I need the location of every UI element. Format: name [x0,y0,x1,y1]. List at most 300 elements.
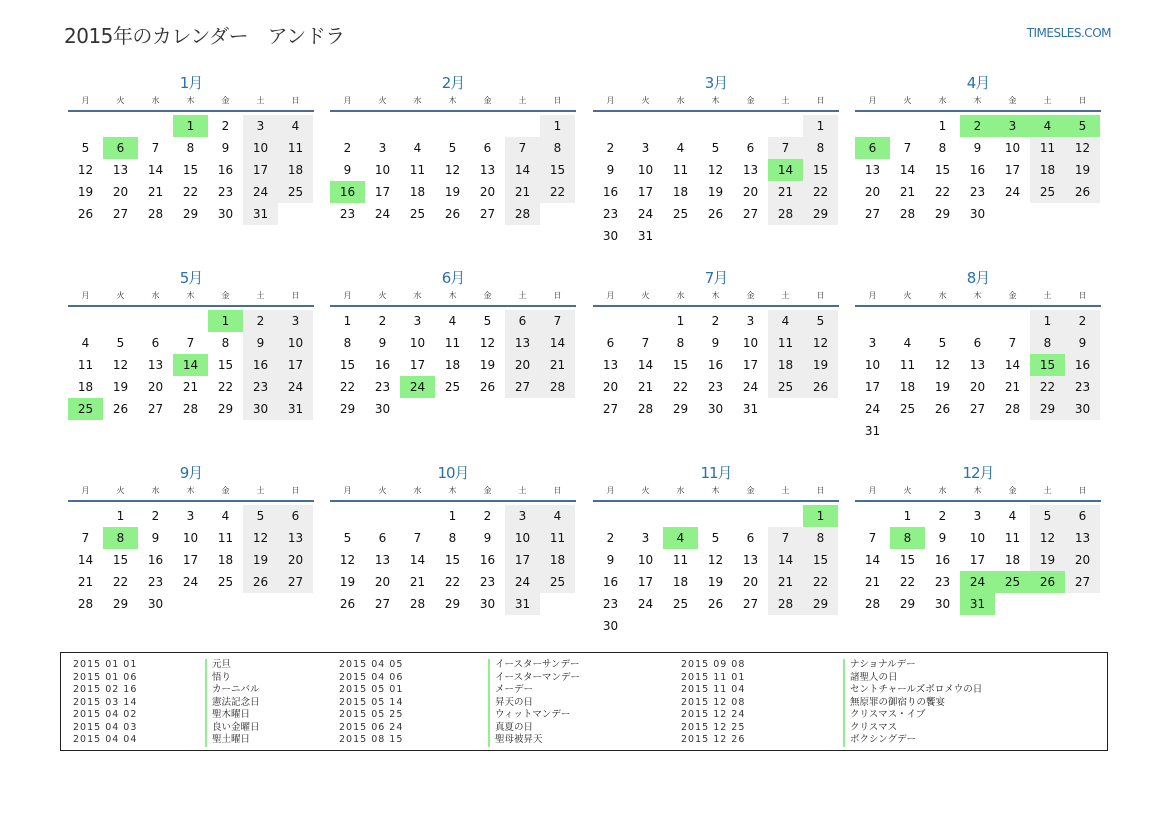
day-cell: 6 [483,141,492,155]
day-cell: 13 [864,163,881,177]
day-cell: 26 [707,207,724,221]
weekday-label: 月 [606,291,615,300]
day-cell: 9 [973,141,982,155]
holiday-date-column [681,659,745,747]
day-cell: 19 [112,380,129,394]
day-grid [330,505,576,615]
weekday-label: 月 [606,486,615,495]
holiday-name: 憲法記念日 [212,696,260,708]
month-calendar [330,267,576,420]
day-cell: 16 [479,553,496,567]
day-grid [330,310,576,420]
weekday-label: 日 [816,291,825,300]
day-cell: 14 [899,163,916,177]
holiday-day-cell: 8 [890,527,925,549]
weekday-label: 木 [973,486,982,495]
day-grid [593,115,839,247]
empty-cell [365,115,400,137]
weekday-label: 土 [1043,96,1052,105]
day-cell: 3 [868,336,877,350]
holiday-day-cell: 14 [173,354,208,376]
day-cell: 16 [374,358,391,372]
empty-cell [330,115,365,137]
month-title: 7月 [704,269,728,287]
day-cell: 22 [182,185,199,199]
day-cell: 9 [606,553,615,567]
month-title: 5月 [179,269,203,287]
day-cell: 22 [672,380,689,394]
day-cell: 16 [217,163,234,177]
day-grid [68,505,314,615]
site-link[interactable]: TIMESLES.COM [1026,26,1111,40]
holiday-date: 2015 05 14 [339,696,404,708]
day-cell: 14 [768,549,803,571]
weekday-header [855,94,1101,112]
weekday-label: 日 [553,96,562,105]
weekday-label: 土 [518,291,527,300]
day-cell: 11 [278,137,313,159]
weekday-label: 木 [973,291,982,300]
holiday-date: 2015 11 04 [681,684,746,695]
weekday-label: 日 [1078,486,1087,495]
month-title: 3月 [704,74,728,92]
holiday-date: 2015 05 25 [339,709,404,720]
day-cell: 13 [374,553,391,567]
day-cell: 28 [147,207,164,221]
day-cell: 19 [707,185,724,199]
day-cell: 17 [409,358,426,372]
day-cell: 9 [483,531,492,545]
day-cell: 16 [602,575,619,589]
day-cell: 4 [221,509,230,523]
empty-cell [68,310,103,332]
day-cell: 18 [444,358,461,372]
weekday-label: 日 [816,96,825,105]
day-cell: 19 [444,185,461,199]
holiday-day-cell: 4 [663,527,698,549]
month-calendar [593,462,839,637]
day-cell: 26 [803,376,838,398]
day-cell: 7 [81,531,90,545]
weekday-label: 水 [413,486,422,495]
day-cell: 3 [641,531,650,545]
empty-cell [960,310,995,332]
holiday-name: ボクシングデー [850,734,917,745]
day-cell: 10 [243,137,278,159]
weekday-label: 水 [413,96,422,105]
weekday-label: 水 [938,96,947,105]
day-cell: 6 [746,141,755,155]
day-cell: 6 [746,531,755,545]
weekday-label: 火 [903,96,912,105]
day-cell: 8 [938,141,947,155]
day-cell: 25 [278,181,313,203]
day-cell: 7 [505,137,540,159]
empty-cell [138,115,173,137]
day-cell: 27 [864,207,881,221]
month-calendar [855,267,1101,442]
day-cell: 27 [278,571,313,593]
weekday-label: 金 [483,96,492,105]
day-cell: 13 [602,358,619,372]
weekday-label: 土 [1043,291,1052,300]
day-cell: 9 [711,336,720,350]
holiday-name: 聖木曜日 [212,709,251,720]
month-title: 12月 [962,464,994,482]
day-cell: 25 [1030,181,1065,203]
day-cell: 24 [742,380,759,394]
weekday-label: 水 [413,291,422,300]
holiday-name: 悟り [212,671,232,683]
day-cell: 27 [479,207,496,221]
day-cell: 10 [969,531,986,545]
day-cell: 22 [540,181,575,203]
day-cell: 4 [81,336,90,350]
day-cell: 9 [1065,332,1100,354]
weekday-label: 火 [641,96,650,105]
day-cell: 31 [637,229,654,243]
weekday-label: 水 [938,291,947,300]
day-cell: 17 [1004,163,1021,177]
day-cell: 6 [505,310,540,332]
weekday-header [855,289,1101,307]
day-cell: 15 [182,163,199,177]
day-cell: 16 [243,354,278,376]
month-calendar [330,72,576,225]
day-cell: 13 [278,527,313,549]
day-cell: 24 [637,207,654,221]
month-calendar [855,72,1101,225]
day-cell: 11 [672,163,689,177]
day-cell: 4 [413,141,422,155]
day-cell: 8 [186,141,195,155]
day-cell: 23 [1065,376,1100,398]
holiday-date: 2015 08 15 [339,734,404,745]
day-cell: 7 [186,336,195,350]
holiday-day-cell: 24 [400,376,435,398]
month-title: 10月 [437,464,469,482]
weekday-header [68,94,314,112]
day-cell: 3 [746,314,755,328]
day-cell: 22 [444,575,461,589]
day-cell: 11 [1004,531,1021,545]
day-cell: 10 [864,358,881,372]
holiday-date: 2015 02 16 [73,684,138,695]
day-cell: 14 [637,358,654,372]
month-title: 1月 [179,74,203,92]
day-cell: 31 [278,398,313,420]
holiday-day-cell: 6 [855,137,890,159]
day-cell: 11 [899,358,916,372]
day-cell: 28 [637,402,654,416]
day-cell: 13 [1065,527,1100,549]
day-cell: 9 [343,163,352,177]
day-cell: 11 [77,358,94,372]
month-calendar [330,462,576,615]
day-cell: 29 [899,597,916,611]
day-cell: 26 [1065,181,1100,203]
day-cell: 28 [505,203,540,225]
day-cell: 21 [899,185,916,199]
holiday-day-cell: 6 [103,137,138,159]
day-cell: 28 [899,207,916,221]
day-cell: 7 [151,141,160,155]
weekday-header [330,484,576,502]
day-cell: 14 [505,159,540,181]
weekday-label: 金 [221,96,230,105]
day-cell: 23 [707,380,724,394]
day-cell: 5 [711,531,720,545]
empty-cell [593,505,628,527]
day-cell: 27 [1065,571,1100,593]
day-cell: 17 [969,553,986,567]
empty-cell [470,115,505,137]
weekday-label: 月 [343,486,352,495]
holiday-name: 昇天の日 [495,696,534,708]
holiday-day-cell: 1 [208,310,243,332]
day-cell: 26 [243,571,278,593]
day-cell: 28 [864,597,881,611]
day-cell: 8 [343,336,352,350]
day-cell: 14 [77,553,94,567]
day-cell: 17 [243,159,278,181]
day-cell: 12 [243,527,278,549]
day-cell: 23 [602,207,619,221]
weekday-header [68,484,314,502]
day-cell: 3 [186,509,195,523]
month-title: 4月 [966,74,990,92]
weekday-label: 水 [151,291,160,300]
day-cell: 17 [637,575,654,589]
empty-cell [103,310,138,332]
day-cell: 10 [742,336,759,350]
day-cell: 23 [243,376,278,398]
day-grid [68,115,314,225]
weekday-label: 月 [343,291,352,300]
weekday-header [593,484,839,502]
holiday-day-cell: 3 [995,115,1030,137]
month-calendar [855,462,1101,615]
weekday-label: 金 [221,291,230,300]
day-cell: 28 [768,593,803,615]
weekday-label: 火 [378,486,387,495]
day-cell: 20 [147,380,164,394]
day-cell: 17 [278,354,313,376]
day-cell: 6 [151,336,160,350]
day-cell: 8 [1030,332,1065,354]
day-cell: 19 [339,575,356,589]
day-cell: 24 [278,376,313,398]
day-cell: 3 [641,141,650,155]
day-cell: 21 [147,185,164,199]
day-cell: 28 [1004,402,1021,416]
weekday-header [68,289,314,307]
weekday-label: 土 [256,486,265,495]
day-cell: 29 [934,207,951,221]
day-cell: 22 [899,575,916,589]
day-cell: 29 [803,593,838,615]
day-cell: 30 [479,597,496,611]
day-cell: 31 [505,593,540,615]
holiday-name: カーニバル [212,684,260,695]
day-cell: 3 [243,115,278,137]
day-cell: 8 [676,336,685,350]
day-cell: 12 [77,163,94,177]
day-cell: 5 [243,505,278,527]
day-cell: 1 [343,314,352,328]
holiday-date: 2015 12 24 [681,709,746,720]
holiday-day-cell: 5 [1065,115,1100,137]
day-cell: 8 [803,527,838,549]
weekday-label: 日 [291,291,300,300]
empty-cell [628,505,663,527]
day-cell: 4 [540,505,575,527]
day-cell: 8 [448,531,457,545]
day-cell: 1 [540,115,575,137]
day-cell: 18 [768,354,803,376]
day-cell: 10 [278,332,313,354]
day-cell: 2 [711,314,720,328]
holiday-date: 2015 04 06 [339,671,404,683]
day-cell: 29 [444,597,461,611]
day-cell: 16 [707,358,724,372]
day-cell: 9 [243,332,278,354]
holiday-day-cell: 1 [803,505,838,527]
empty-cell [663,115,698,137]
weekday-label: 土 [1043,486,1052,495]
day-grid [855,115,1101,225]
holiday-date: 2015 03 14 [73,696,138,708]
day-cell: 21 [540,354,575,376]
weekday-label: 金 [1008,486,1017,495]
day-cell: 19 [77,185,94,199]
holiday-day-cell: 25 [68,398,103,420]
day-cell: 23 [147,575,164,589]
weekday-label: 土 [781,96,790,105]
weekday-label: 木 [711,291,720,300]
day-cell: 24 [864,402,881,416]
day-cell: 15 [217,358,234,372]
day-cell: 7 [868,531,877,545]
day-cell: 25 [444,380,461,394]
day-cell: 13 [479,163,496,177]
day-cell: 3 [505,505,540,527]
day-cell: 30 [602,229,619,243]
month-title: 9月 [179,464,203,482]
holiday-name: 聖土曜日 [212,734,251,745]
day-cell: 2 [343,141,352,155]
holiday-day-cell: 31 [960,593,995,615]
day-cell: 17 [374,185,391,199]
holiday-date: 2015 12 26 [681,734,746,745]
empty-cell [400,505,435,527]
day-cell: 31 [864,424,881,438]
day-cell: 6 [278,505,313,527]
day-cell: 31 [742,402,759,416]
day-cell: 13 [505,332,540,354]
weekday-label: 木 [186,291,195,300]
weekday-label: 月 [343,96,352,105]
day-grid [593,505,839,637]
weekday-label: 火 [116,486,125,495]
empty-cell [890,115,925,137]
weekday-label: 木 [448,486,457,495]
weekday-label: 木 [186,96,195,105]
empty-cell [173,310,208,332]
day-cell: 20 [969,380,986,394]
day-cell: 10 [1004,141,1021,155]
empty-cell [733,505,768,527]
day-cell: 27 [969,402,986,416]
day-cell: 18 [540,549,575,571]
holiday-date-column [73,659,137,747]
day-cell: 6 [1065,505,1100,527]
weekday-label: 月 [868,486,877,495]
day-cell: 20 [742,185,759,199]
day-cell: 18 [217,553,234,567]
day-cell: 2 [151,509,160,523]
day-cell: 27 [742,597,759,611]
empty-cell [103,115,138,137]
day-cell: 21 [1004,380,1021,394]
weekday-label: 火 [116,291,125,300]
day-cell: 13 [112,163,129,177]
day-cell: 2 [243,310,278,332]
holiday-name: 良い金曜日 [212,721,260,733]
day-cell: 11 [217,531,234,545]
day-cell: 21 [182,380,199,394]
holiday-day-cell: 2 [960,115,995,137]
weekday-label: 木 [711,96,720,105]
weekday-label: 水 [151,486,160,495]
day-cell: 13 [742,553,759,567]
day-cell: 26 [934,402,951,416]
weekday-label: 日 [553,486,562,495]
day-cell: 24 [182,575,199,589]
day-cell: 7 [1008,336,1017,350]
empty-cell [68,115,103,137]
empty-cell [663,505,698,527]
day-cell: 1 [1030,310,1065,332]
holiday-date: 2015 12 25 [681,721,746,733]
weekday-label: 水 [676,291,685,300]
day-cell: 11 [444,336,461,350]
day-cell: 25 [540,571,575,593]
weekday-label: 木 [973,96,982,105]
weekday-label: 月 [81,291,90,300]
day-cell: 30 [707,402,724,416]
day-cell: 5 [448,141,457,155]
holiday-date: 2015 01 01 [73,659,138,670]
day-cell: 28 [768,203,803,225]
day-cell: 7 [768,527,803,549]
day-cell: 5 [711,141,720,155]
day-cell: 13 [969,358,986,372]
holiday-name: クリスマス・イブ [850,709,926,720]
weekday-label: 水 [676,96,685,105]
day-cell: 15 [339,358,356,372]
holiday-date-column [339,659,403,747]
day-cell: 21 [505,181,540,203]
weekday-label: 木 [448,96,457,105]
day-cell: 10 [182,531,199,545]
day-cell: 2 [606,531,615,545]
day-cell: 7 [641,336,650,350]
day-cell: 20 [602,380,619,394]
day-cell: 8 [221,336,230,350]
day-cell: 16 [934,553,951,567]
day-cell: 3 [973,509,982,523]
